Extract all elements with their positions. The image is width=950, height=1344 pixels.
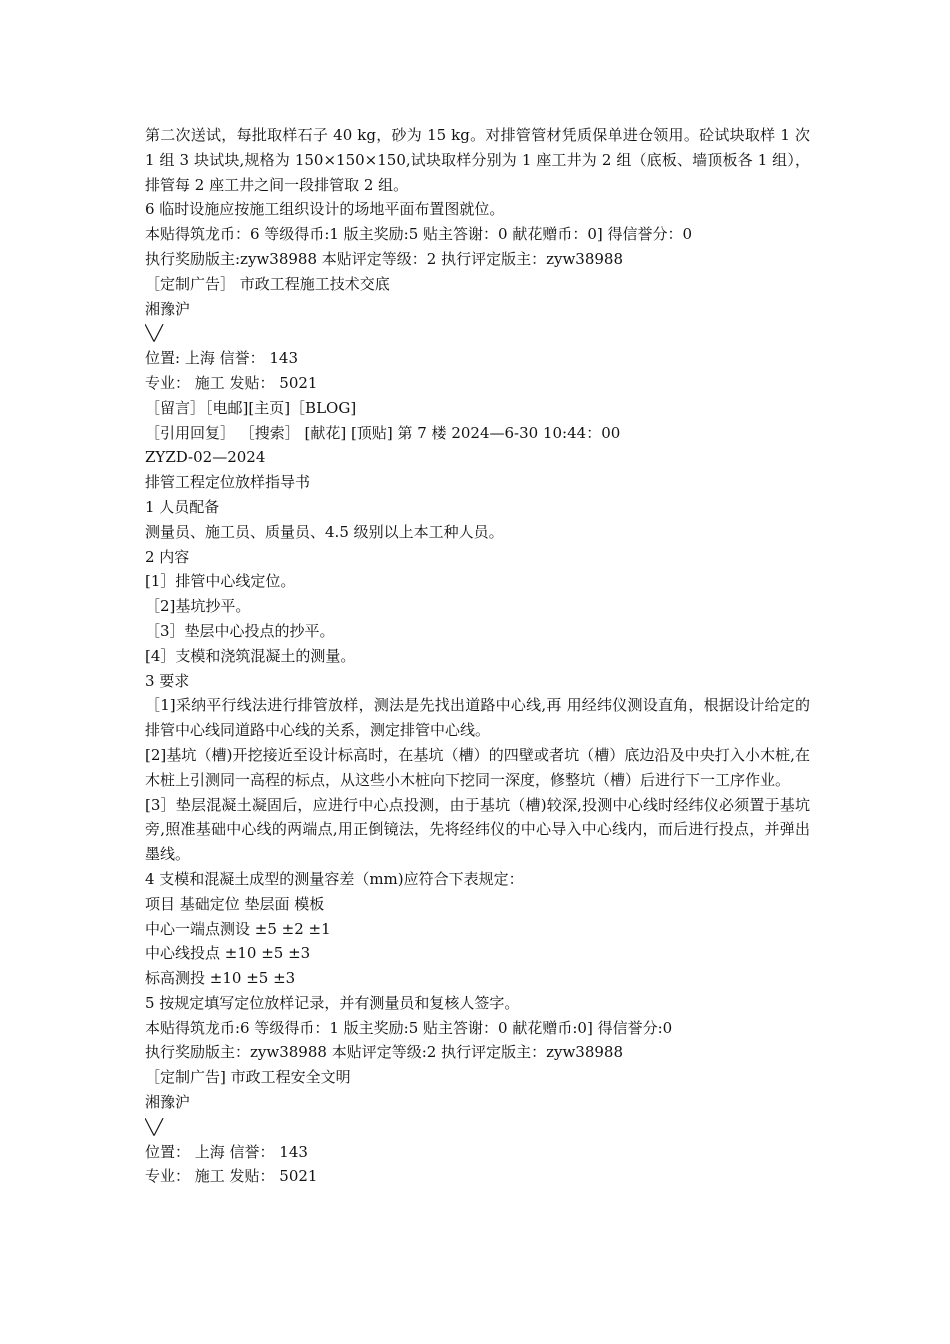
text-line: ［引用回复］ ［搜索］ [献花] [顶贴] 第 7 楼 2024—6-30 10:44：00	[145, 423, 621, 442]
text-line: 湘豫沪	[145, 299, 191, 318]
text-line: 执行奖励版主：zyw38988 本贴评定等级:2 执行评定版主：zyw38988	[145, 1043, 624, 1062]
text-line: 项目 基础定位 垫层面 模板	[145, 894, 325, 913]
text-line: [1］排管中心线定位。	[145, 572, 296, 591]
text-line: 5 按规定填写定位放样记录，并有测量员和复核人签字。	[145, 993, 520, 1012]
text-line: 本贴得筑龙币:6 等级得币：1 版主奖励:5 贴主答谢：0 献花赠币:0] 得信誉分:0	[145, 1018, 673, 1037]
text-line: 4 支模和混凝土成型的测量容差（mm)应符合下表规定：	[145, 869, 524, 888]
document-body	[145, 123, 810, 1189]
text-line: 2 内容	[145, 547, 190, 566]
text-line: 标高测投 ±10 ±5 ±3	[145, 969, 296, 988]
text-line: ［定制广告］ 市政工程施工技术交底	[145, 274, 390, 293]
text-line: 排管工程定位放样指导书	[145, 473, 311, 492]
text-line: [3］垫层混凝土凝固后，应进行中心点投测，由于基坑（槽)较深,投测中心线时经纬仪必须置于基坑旁,照准基础中心线的两端点,用正倒镜法，先将经纬仪的中心导入中心线内，而后进行投点，并弹出墨线。	[145, 795, 810, 864]
text-line: ［留言］［电邮][主页]［BLOG]	[145, 398, 357, 417]
text-line: 本贴得筑龙币：6 等级得币:1 版主奖励:5 贴主答谢：0 献花赠币：0] 得信誉分：0	[145, 225, 693, 244]
text-line: ╲╱	[145, 324, 164, 343]
text-line: 专业： 施工 发贴： 5021	[145, 1167, 318, 1186]
text-line: 湘豫沪	[145, 1093, 191, 1112]
text-line: [4］支模和浇筑混凝土的测量。	[145, 646, 356, 665]
text-line: 中心一端点测设 ±5 ±2 ±1	[145, 919, 331, 938]
text-line: 测量员、施工员、质量员、4.5 级别以上本工种人员。	[145, 522, 504, 541]
text-line: ZYZD-02—2024	[145, 448, 266, 467]
text-line: 6 临时设施应按施工组织设计的场地平面布置图就位。	[145, 200, 505, 219]
text-line: ［1]采纳平行线法进行排管放样，测法是先找出道路中心线,再 用经纬仪测设直角，根据设计给定的排管中心线同道路中心线的关系，测定排管中心线。	[145, 696, 810, 740]
text-line: ［定制广告] 市政工程安全文明	[145, 1068, 351, 1087]
text-line: 第二次送试，每批取样石子 40 kg，砂为 15 kg。对排管管材凭质保单进仓领用。砼试块取样 1 次 1 组 3 块试块,规格为 150×150×150,试块取样分别为 1 座工井为 2 组（底板、墙顶板各 1 组），排管每 2 座工井之间一段排管取 2 组。	[145, 126, 810, 194]
text-line: ［2]基坑抄平。	[145, 597, 251, 616]
text-line: 3 要求	[145, 671, 190, 690]
text-line: 位置: 上海 信誉： 143	[145, 349, 298, 368]
text-line: 1 人员配备	[145, 497, 220, 516]
text-line: ［3］垫层中心投点的抄平。	[145, 621, 335, 640]
text-line: 位置： 上海 信誉： 143	[145, 1142, 308, 1161]
text-line: 专业： 施工 发贴： 5021	[145, 373, 318, 392]
text-line: 执行奖励版主:zyw38988 本贴评定等级：2 执行评定版主：zyw38988	[145, 249, 624, 268]
text-line: ╲╱	[145, 1117, 164, 1136]
text-line: [2]基坑（槽)开挖接近至设计标高时，在基坑（槽）的四壁或者坑（槽）底边沿及中央打入小木桩,在木桩上引测同一高程的标点，从这些小木桩向下挖同一深度，修整坑（槽）后进行下一工序作业。	[145, 745, 810, 789]
text-line: 中心线投点 ±10 ±5 ±3	[145, 944, 311, 963]
